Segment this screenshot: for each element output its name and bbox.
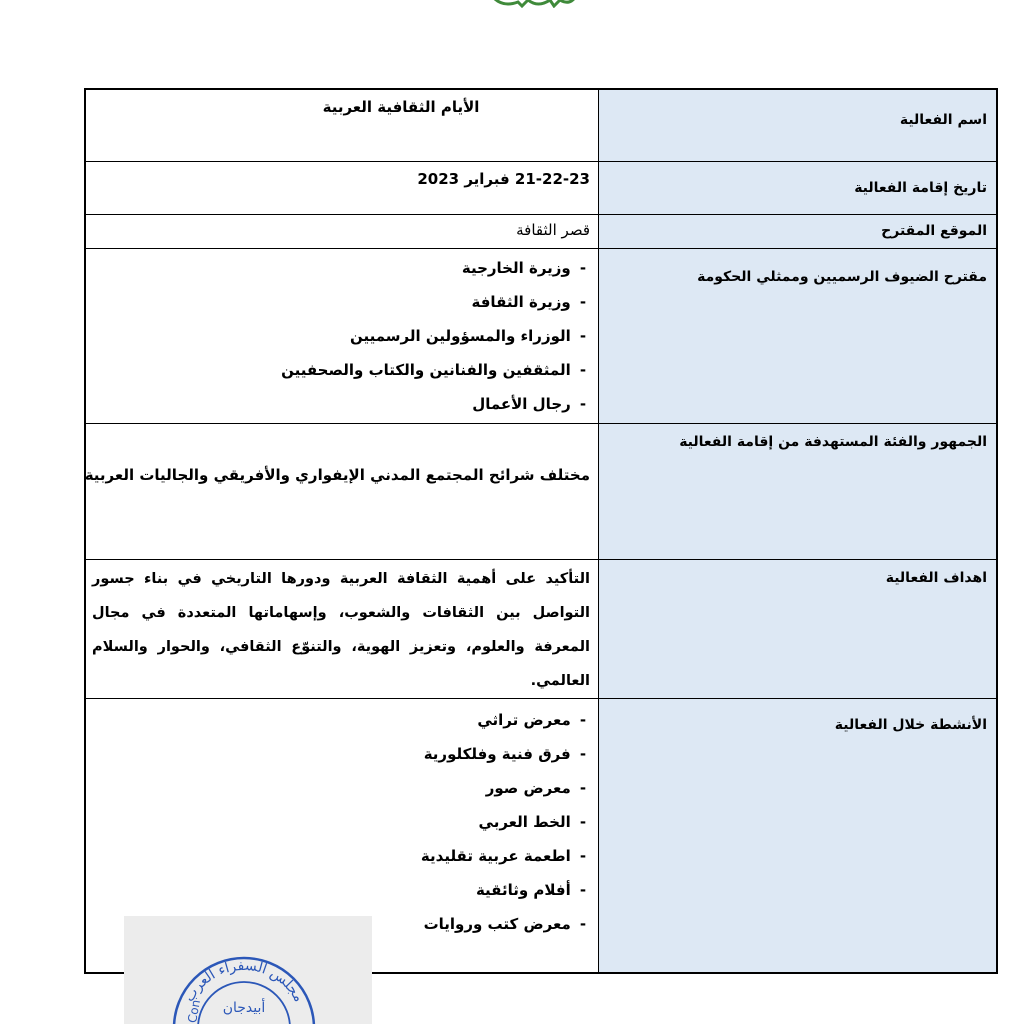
value-event-date [85, 161, 599, 214]
location-text: قصر الثقافة [516, 220, 590, 239]
label-event-date [599, 161, 998, 214]
svg-text:أبيدجان: أبيدجان [222, 1000, 266, 1016]
row-event-date [85, 161, 997, 214]
row-location [85, 214, 997, 248]
svg-text:مجلس السفراء العرب: مجلس السفراء العرب [181, 957, 307, 1005]
row-goals [85, 559, 997, 698]
activities-list [92, 699, 590, 941]
value-goals [85, 559, 599, 698]
row-audience [85, 423, 997, 559]
value-audience [85, 423, 599, 559]
label-text: الجمهور والفئة المستهدفة من إقامة الفعالية [679, 433, 987, 450]
audience-text: مختلف شرائح المجتمع المدني الإيفواري والأفريقي والجاليات العربية [84, 465, 590, 484]
row-guests [85, 248, 997, 423]
list-item: - رجال الأعمال [472, 394, 587, 413]
label-text: مقترح الضيوف الرسميين وممثلي الحكومة [697, 268, 987, 285]
guest-list [92, 249, 590, 421]
label-text: الأنشطة خلال الفعالية [834, 716, 987, 733]
label-guests [599, 248, 998, 423]
label-event-name [599, 89, 998, 161]
label-activities [599, 698, 998, 973]
stamp-seal-icon [124, 916, 372, 1024]
label-text: الموقع المقترح [881, 222, 987, 239]
list-item: - معرض صور [485, 778, 587, 797]
value-event-name [85, 89, 599, 161]
row-event-name [85, 89, 997, 161]
header-emblem-logo [488, 0, 580, 8]
label-goals [599, 559, 998, 698]
official-stamp [124, 916, 372, 1024]
list-item: - فرق فنية وفلكلورية [423, 744, 587, 763]
value-guests [85, 248, 599, 423]
list-item: - الوزراء والمسؤولين الرسميين [350, 326, 587, 345]
event-info-table [84, 88, 998, 974]
list-item: - المثقفين والفنانين والكتاب والصحفيين [281, 360, 587, 379]
value-location [85, 214, 599, 248]
label-text: اهداف الفعالية [885, 569, 987, 586]
list-item: - أفلام وثائقية [475, 880, 587, 899]
event-date-text: 21-22-23 فبراير 2023 [417, 169, 590, 188]
list-item: - وزيرة الخارجية [461, 258, 587, 277]
label-text: اسم الفعالية [899, 112, 987, 128]
list-item: - الخط العربي [478, 812, 587, 831]
label-audience [599, 423, 998, 559]
goals-text: التأكيد على أهمية الثقافة العربية ودورها التاريخي في بناء جسور التواصل بين الثقافات والشعوب، وإسهاماتها المتعددة في مجال المعرفة والعلوم، وتعزيز الهوية، والتنوّع الثقافي، والحوار والسلام العالمي. [92, 570, 590, 689]
list-item: - وزيرة الثقافة [471, 292, 587, 311]
label-text: تاريخ إقامة الفعالية [854, 179, 987, 196]
event-name-text: الأيام الثقافية العربية [322, 98, 480, 116]
label-location [599, 214, 998, 248]
list-item: - معرض كتب وروايات [423, 914, 587, 933]
svg-text:Con: Con [185, 998, 203, 1024]
list-item: - معرض تراثي [477, 710, 587, 729]
list-item: - اطعمة عربية تقليدية [420, 846, 587, 865]
